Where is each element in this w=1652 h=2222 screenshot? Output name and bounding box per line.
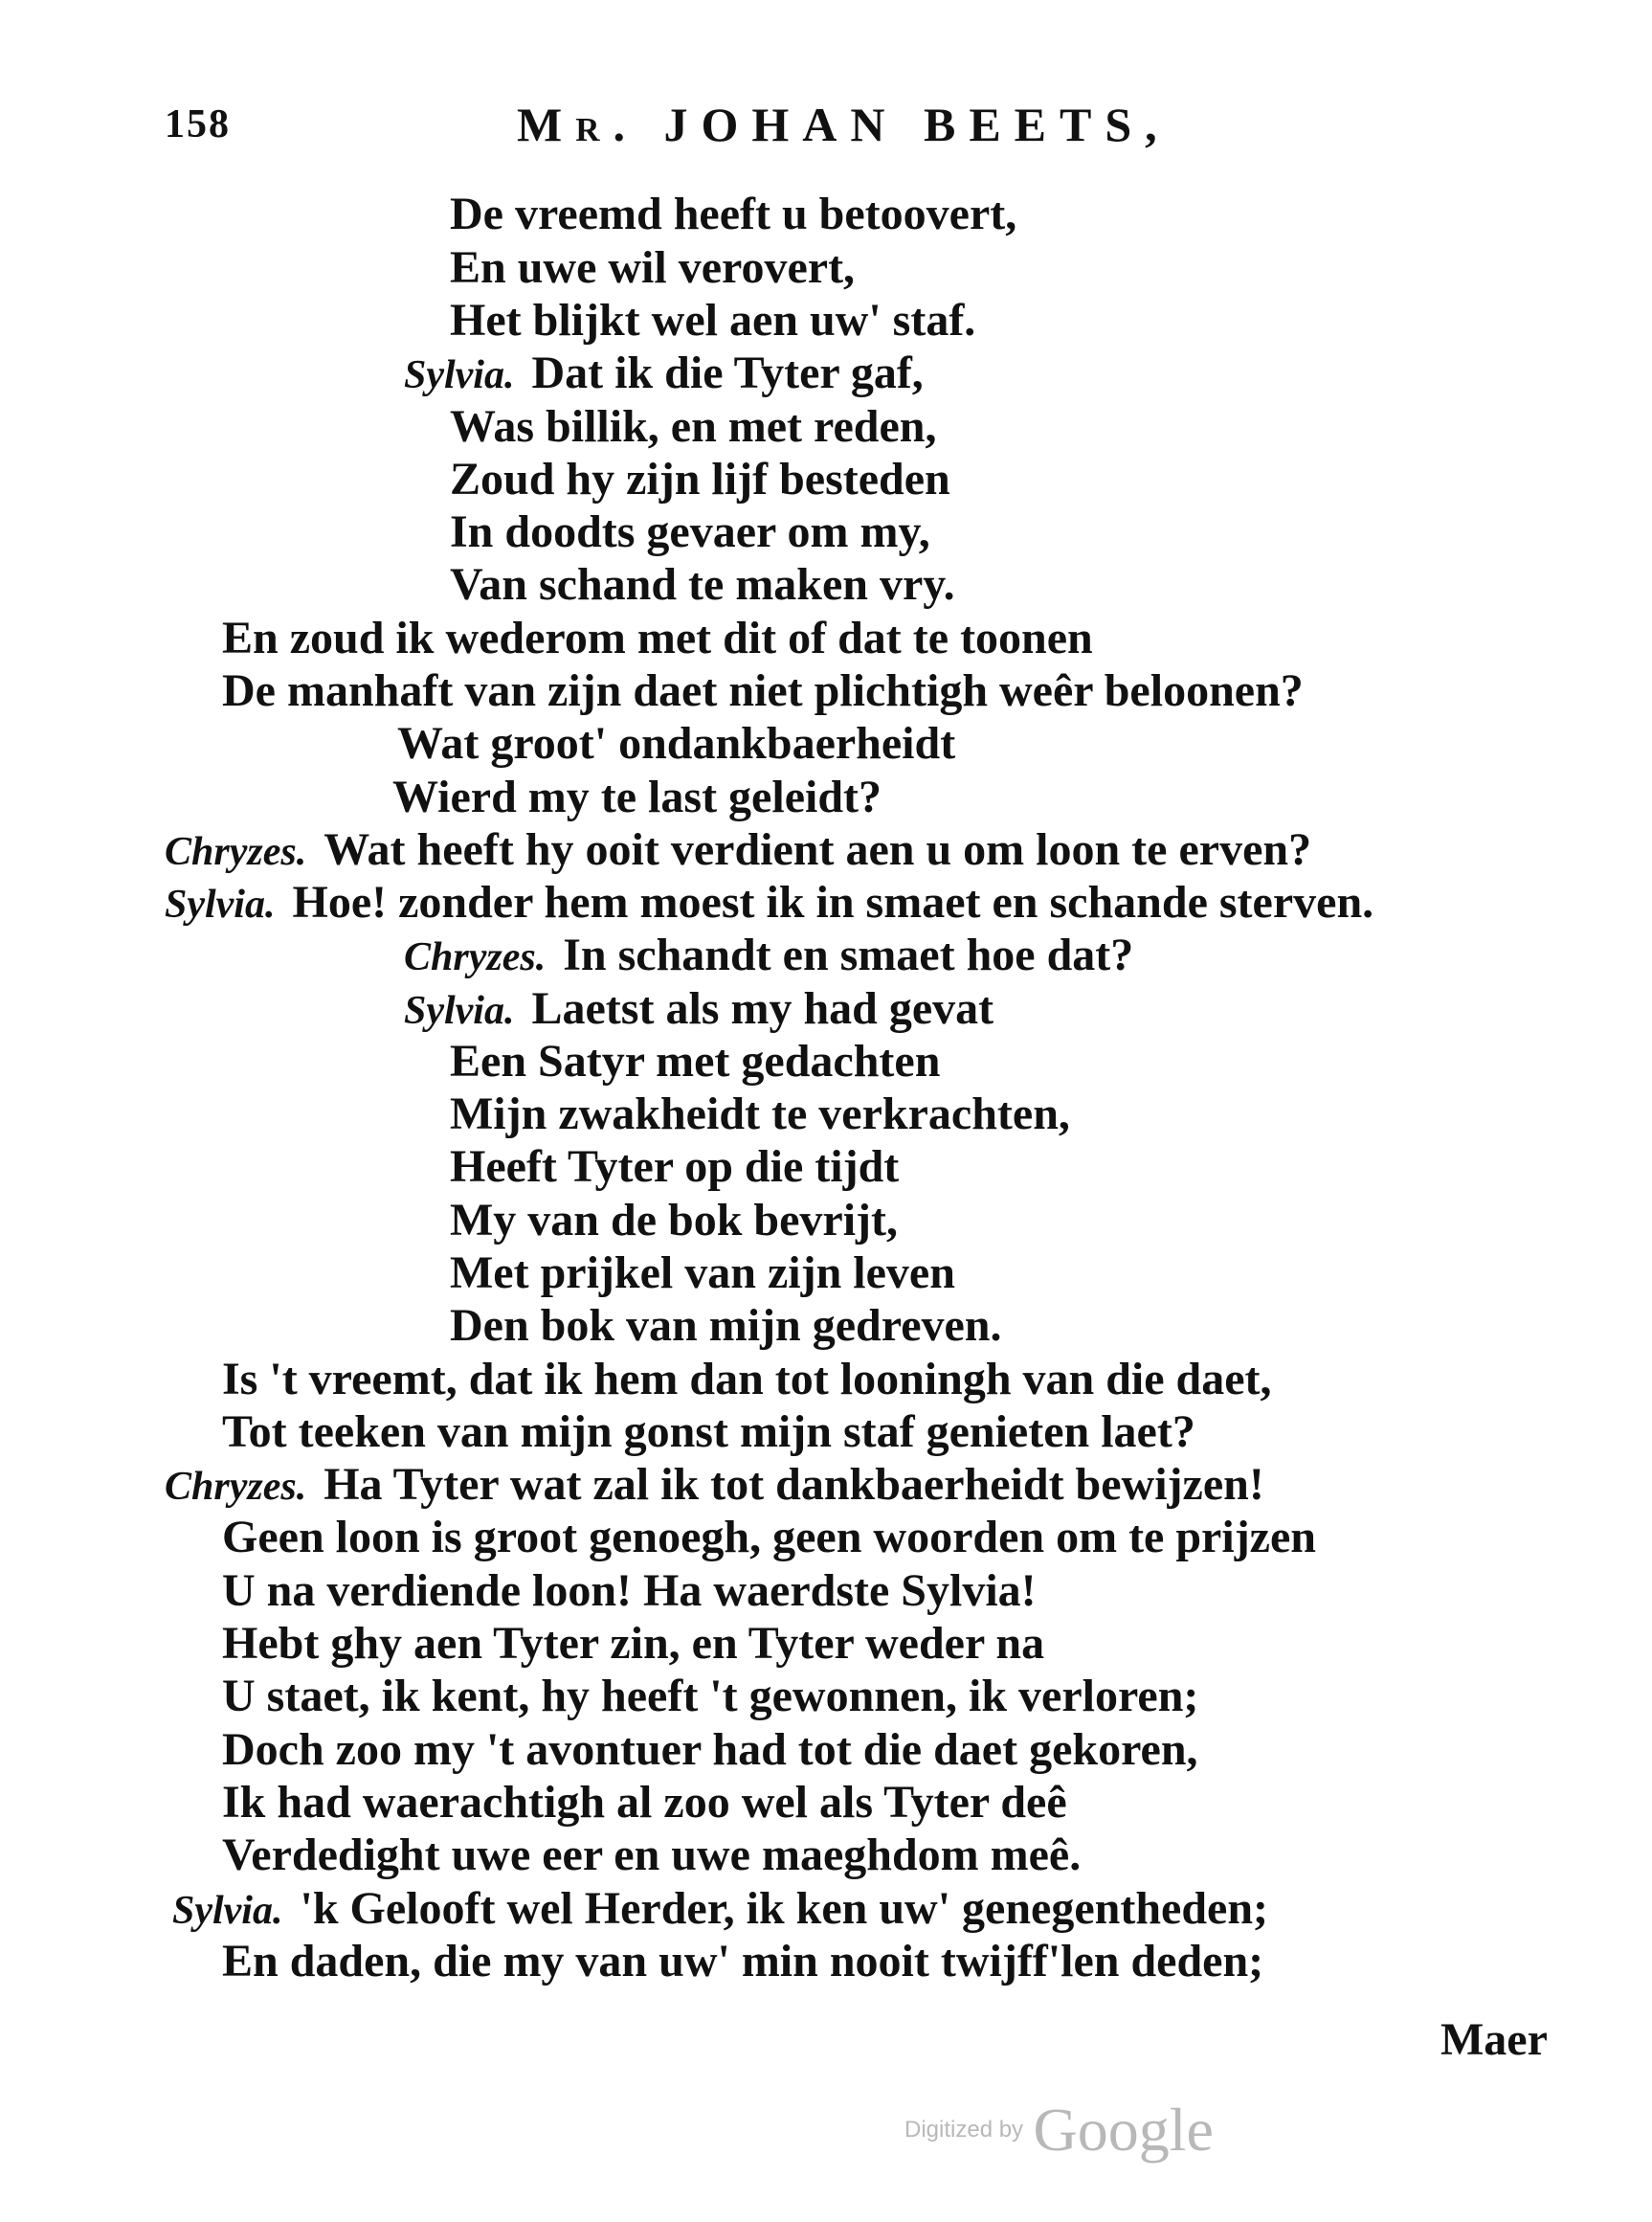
running-title: Mr. JOHAN BEETS, xyxy=(517,98,1171,151)
verse-text: Hebt ghy aen Tyter zin, en Tyter weder na xyxy=(222,1618,1045,1669)
verse-text: In schandt en smaet hoe dat? xyxy=(563,930,1134,980)
verse-text: Den bok van mijn gedreven. xyxy=(450,1300,1002,1351)
verse-line xyxy=(450,294,975,348)
verse-text: De vreemd heeft u betoovert, xyxy=(450,189,1017,239)
verse-line xyxy=(450,241,855,295)
verse-line xyxy=(404,929,1133,984)
catchword: Maer xyxy=(1440,2014,1548,2065)
verse-text: De manhaft van zijn daet niet plichtigh weêr beloonen? xyxy=(222,665,1304,716)
verse-line xyxy=(450,505,930,559)
speaker-label: Sylvia. xyxy=(404,353,515,397)
verse-text: U na verdiende loon! Ha waerdste Sylvia! xyxy=(222,1565,1037,1616)
verse-line xyxy=(450,1088,1070,1141)
verse-text: Zoud hy zijn lijf besteden xyxy=(450,454,950,505)
verse-line xyxy=(165,876,1373,931)
verse-line xyxy=(222,1564,1037,1618)
watermark-brand: Google xyxy=(1033,2096,1214,2164)
digitized-watermark xyxy=(904,2095,1214,2166)
verse-text: U staet, ik kent, hy heeft 't gewonnen, ik verloren; xyxy=(222,1671,1199,1721)
speaker-label: Chryzes. xyxy=(165,1465,307,1509)
verse-text: Was billik, en met reden, xyxy=(450,401,937,452)
verse-line xyxy=(222,1829,1081,1882)
verse-text: Wat heeft hy ooit verdient aen u om loon te erven? xyxy=(324,824,1312,875)
verse-text: Hoe! zonder hem moest ik in smaet en schande sterven. xyxy=(292,877,1374,928)
verse-line xyxy=(222,612,1093,665)
verse-text: Is 't vreemt, dat ik hem dan tot looningh van die daet, xyxy=(222,1354,1272,1404)
verse-line xyxy=(450,400,936,454)
speaker-label: Sylvia. xyxy=(165,883,276,927)
speaker-label: Chryzes. xyxy=(404,935,547,979)
speaker-label: Chryzes. xyxy=(165,830,307,874)
verse-text: Met prijkel van zijn leven xyxy=(450,1247,955,1298)
verse-line xyxy=(222,664,1304,718)
verse-line xyxy=(450,453,950,506)
verse-line xyxy=(450,188,1016,241)
verse-line xyxy=(222,1617,1044,1671)
verse-line xyxy=(165,823,1311,879)
verse-line xyxy=(222,1670,1198,1723)
verse-text: Geen loon is groot genoegh, geen woorden om te prijzen xyxy=(222,1512,1316,1562)
verse-text: Dat ik die Tyter gaf, xyxy=(531,348,924,398)
verse-text: Wat groot' ondankbaerheidt xyxy=(397,718,956,769)
verse-line xyxy=(450,1246,955,1300)
watermark-prefix: Digitized by xyxy=(904,2117,1024,2143)
verse-line xyxy=(450,1299,1002,1353)
verse-text: 'k Gelooft wel Herder, ik ken uw' genegentheden; xyxy=(300,1883,1268,1934)
verse-text: Verdedight uwe eer en uwe maeghdom meê. xyxy=(222,1829,1082,1880)
verse-text: Tot teeken van mijn gonst mijn staf genieten laet? xyxy=(222,1406,1195,1457)
verse-text: Het blijkt wel aen uw' staf. xyxy=(450,295,976,346)
verse-line xyxy=(404,982,993,1038)
verse-line xyxy=(222,1723,1198,1777)
verse-text: My van de bok bevrijt, xyxy=(450,1195,898,1246)
verse-text: En zoud ik wederom met dit of dat te toonen xyxy=(222,613,1093,663)
verse-line xyxy=(450,1140,899,1194)
verse-text: Een Satyr met gedachten xyxy=(450,1036,941,1087)
verse-text: Ha Tyter wat zal ik tot dankbaerheidt bewijzen! xyxy=(324,1459,1264,1510)
verse-text: En uwe wil verovert, xyxy=(450,242,856,293)
verse-line xyxy=(222,1405,1195,1459)
verse-text: Laetst als my had gevat xyxy=(531,983,994,1034)
verse-line xyxy=(172,1882,1268,1938)
verse-text: In doodts gevaer om my, xyxy=(450,506,930,557)
verse-line xyxy=(397,717,955,771)
verse-line xyxy=(222,1353,1272,1406)
verse-line xyxy=(450,1035,940,1089)
verse-line xyxy=(404,347,924,402)
speaker-label: Sylvia. xyxy=(404,989,515,1033)
verse-text: Van schand te maken vry. xyxy=(450,559,955,610)
verse-text: Ik had waerachtigh al zoo wel als Tyter deê xyxy=(222,1777,1067,1828)
verse-line xyxy=(450,558,955,612)
verse-line xyxy=(392,771,882,824)
verse-line xyxy=(222,1935,1263,1988)
verse-line xyxy=(222,1511,1316,1564)
verse-line xyxy=(165,1458,1264,1514)
verse-text: Mijn zwakheidt te verkrachten, xyxy=(450,1089,1070,1139)
verse-line xyxy=(450,1194,898,1247)
verse-text: Doch zoo my 't avontuer had tot die daet gekoren, xyxy=(222,1724,1198,1775)
page-number: 158 xyxy=(165,102,231,146)
verse-text: En daden, die my van uw' min nooit twijff'len deden; xyxy=(222,1936,1264,1986)
verse-text: Heeft Tyter op die tijdt xyxy=(450,1141,900,1192)
verse-text: Wierd my te last geleidt? xyxy=(392,772,882,822)
verse-line xyxy=(222,1776,1067,1829)
speaker-label: Sylvia. xyxy=(172,1889,283,1933)
